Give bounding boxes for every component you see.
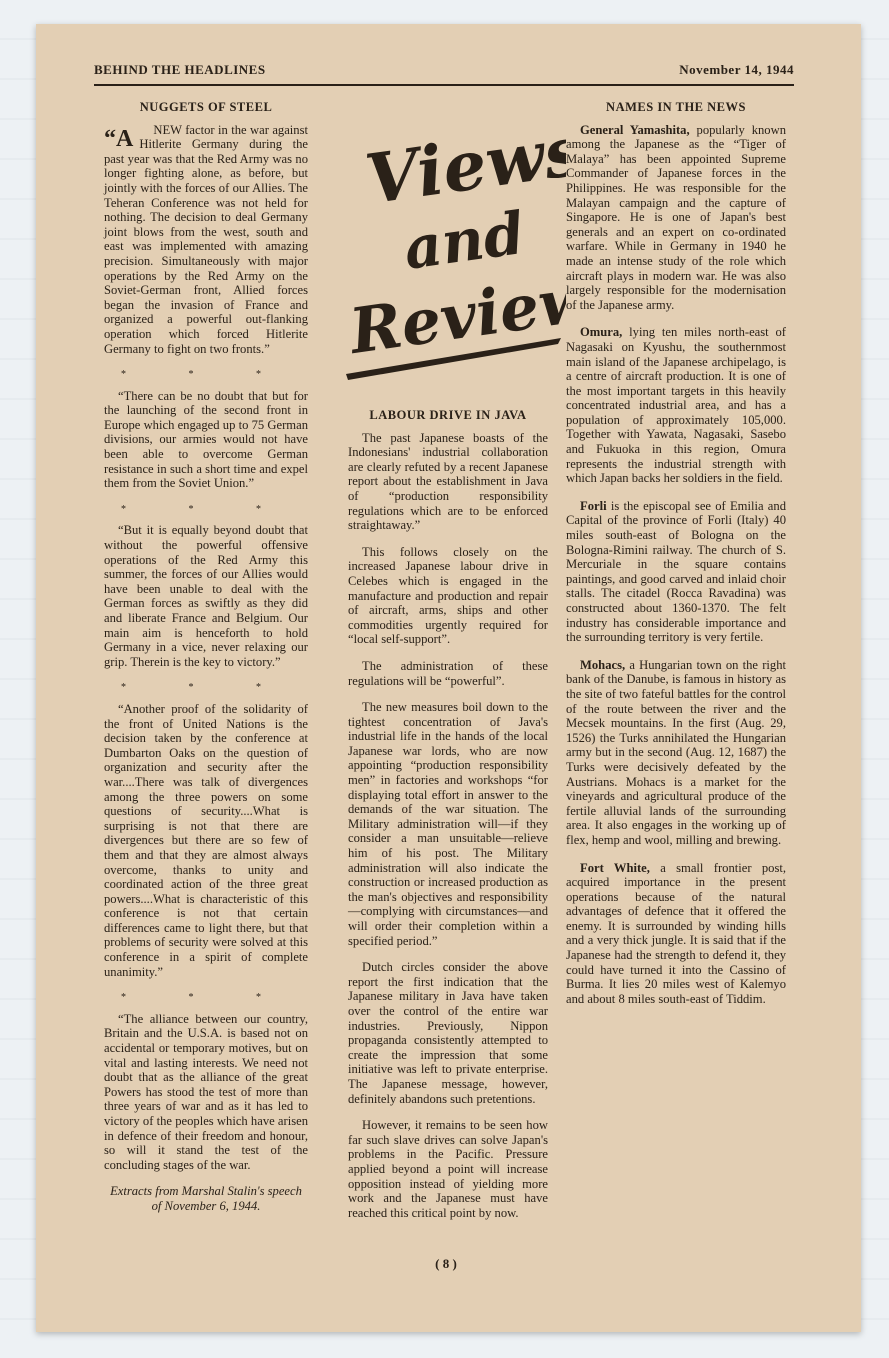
nuggets-paragraph-5: “The alliance between our country, Britain and the U.S.A. is based not on accidental or temporary motives, but on vital and lasting interests. We need not doubt that as the alliance of the great Powers has stood the test of more than three years of war and as it has led to victory of the peoples which have arisen in defence of their freedom and honour, so will it stand the test of the concluding stages of the war.: [104, 1011, 308, 1172]
nuggets-paragraph-4: “Another proof of the solidarity of the front of United Nations is the decision taken by the conference at Dumbarton Oaks on the question of organization and security after the war....There was talk of divergences among the three powers on some questions of security....What is surprising is not that there are divergences but there are so few of them and that they are almost always overcome, thanks to unity and coordinated action of the three great powers....What is characteristic of this conference is not that certain differences came to light there, but that problems of security were solved at this conference in a spirit of complete unanimity.”: [104, 701, 308, 979]
entry-subject: General Yamashita,: [580, 122, 690, 137]
news-entry-fort-white: Fort White, a small frontier post, acquired importance in the present operations because of the natural advantages of defence that it offered the enemy. It is surrounded by winding hills and a very thick jungle. It is said that if the Japanese had the strength to defend it, they could have turned it into the Cassino of Burma. It lies 20 miles west of Kalemyo and about 8 miles south-east of Tiddim.: [566, 860, 786, 1006]
entry-subject: Fort White,: [580, 860, 650, 875]
logo-word-2: and: [399, 198, 529, 283]
labour-paragraph-2: This follows closely on the increased Japanese labour drive in Celebes which is engaged in the manufacture and production and repair of aircraft, arms, ships and other commodities urgently required for “local self-support”.: [348, 544, 548, 647]
nuggets-paragraph-1: “A NEW factor in the war against Hitlerite Germany during the past year was that the Red Army was no longer fighting alone, as before, but jointly with the forces of our Allies. The Teheran Conference was not held for nothing. The decision to deal Germany joint blows from the west, south and east was implemented with amazing precision. Simultaneously with major operations by the Red Army on the Soviet-German front, Allied forces began the invasion of France and organized a powerful out-flanking operation which forced Hitlerite Germany to fight on two fronts.”: [104, 123, 308, 357]
section-divider: * * *: [121, 369, 291, 381]
speech-attribution: Extracts from Marshal Stalin's speech of November 6, 1944.: [110, 1184, 302, 1213]
newspaper-page: [36, 24, 861, 1332]
entry-subject: Mohacs,: [580, 657, 626, 672]
nuggets-paragraph-3: “But it is equally beyond doubt that without the powerful offensive operations of the Red Army this summer, the forces of our Allies would have been unable to deal with the German forces as swiftly as they did and liberate France and Belgium. Our main aim is henceforth to hold Germany in a vice, never relaxing our grip. Therein is the key to victory.”: [104, 523, 308, 669]
news-entry-forli: Forli is the episcopal see of Emilia and Capital of the province of Forli (Italy) 40 miles south-east of Bologna on the Bologna-Rimini railway. The church of S. Mercuriale in the square contains paintings, and good carved and inlaid choir stalls. The citadel (Rocca Ravadina) was constructed about 1360-1370. The felt industry has considerable importance and the surrounding territory is very fertile.: [566, 498, 786, 645]
nuggets-paragraph-2: “There can be no doubt that but for the launching of the second front in Europe which engaged up to 75 German divisions, our armies would not have been able to overcome German resistance in such a short time and expel them from the Soviet Union.”: [104, 388, 308, 491]
page-number: ( 8 ): [435, 1256, 457, 1271]
section-divider: * * *: [121, 503, 291, 515]
issue-date: November 14, 1944: [679, 62, 794, 77]
views-and-reviews-logo-art: [336, 112, 566, 382]
column-heading-labour: LABOUR DRIVE IN JAVA: [369, 408, 527, 422]
entry-subject: Omura,: [580, 325, 623, 340]
names-in-the-news-column: [566, 100, 786, 1019]
labour-paragraph-3: The administration of these regulations will be “powerful”.: [348, 658, 548, 688]
labour-drive-column: [348, 408, 548, 1232]
column-heading-names: NAMES IN THE NEWS: [606, 100, 746, 114]
masthead-rule: [94, 84, 794, 86]
news-entry-yamashita: General Yamashita, popularly known among the Japanese as the “Tiger of Malaya” has been appointed Supreme Commander of Japanese forces in the Philippines. He was responsible for the Malayan campaign and the capture of Singapore. He is one of Japan's best generals and an expert on co-ordinated warfare. While in Germany in 1940 he made an intense study of the role which aircraft plays in modern war. He was also largely responsible for the modernisation of the Japanese army.: [566, 122, 786, 312]
publication-title: BEHIND THE HEADLINES: [94, 62, 266, 77]
nuggets-of-steel-column: [104, 100, 308, 1226]
section-divider: * * *: [121, 992, 291, 1004]
labour-paragraph-5: Dutch circles consider the above report the first indication that the Japanese military in Java have taken over the control of the entire war industries. Previously, Nippon propaganda consistently attempted to create the impression that some initiative was left to private enterprise. The Japanese message, however, definitely abandons such pretentions.: [348, 960, 548, 1106]
entry-subject: Forli: [580, 498, 607, 513]
drop-cap: “A: [104, 125, 134, 152]
views-and-reviews-logo: [336, 112, 566, 382]
labour-paragraph-6: However, it remains to be seen how far such slave drives can solve Japan's problems in the Pacific. Pressure applied beyond a point will increase opposition instead of yielding more work and the Japanese must have reached this critical point by now.: [348, 1118, 548, 1220]
labour-paragraph-4: The new measures boil down to the tightest concentration of Java's industrial life in the hands of the local Japanese war lords, who are now appointing “production responsibility men” in factories and workshops “for displaying total effort in answer to the demands of the war situation. The Military administration will—if they consider a man unsuitable—relieve him of his post. The Military administration will also indicate the construction or increased production as the man's objectives and responsibility—complying with circumstances—and will order their completion within a specified period.”: [348, 700, 548, 948]
logo-word-1: Views: [360, 112, 566, 221]
logo-word-3: Reviews: [345, 257, 566, 369]
news-entry-mohacs: Mohacs, a Hungarian town on the right bank of the Danube, is famous in history as the site of two fateful battles for the control of the route between the river and the Mecsek mountains. In the first (Aug. 29, 1526) the Turks annihilated the Hungarian army but in the second (Aug. 12, 1687) the Turks were decisively defeated by the Austrians. Mohacs is a market for the vineyards and agricultural produce of the fertile alluvial lands of the surrounding area. It also engages in the working up of flex, hemp and wool, milling and brewing.: [566, 657, 786, 847]
section-divider: * * *: [121, 682, 291, 694]
news-entry-omura: Omura, lying ten miles north-east of Nagasaki on Kyushu, the southernmost main island of the Japanese archipelago, is a centre of aircraft production. It is one of the most important targets in this heavily concentrated industrial area, and has a population of approximately 105,000. Together with Yawata, Nagasaki, Sasebo and Fukuoka in this region, Omura represents the industrial strength with which Japan backs her soldiers in the field.: [566, 325, 786, 486]
column-heading-nuggets: NUGGETS OF STEEL: [139, 100, 273, 114]
labour-paragraph-1: The past Japanese boasts of the Indonesians' industrial collaboration are clearly refuted by a recent Japanese report about the establishment in Java of “production responsibility regulations which are to be enforced straightaway.”: [348, 430, 548, 533]
